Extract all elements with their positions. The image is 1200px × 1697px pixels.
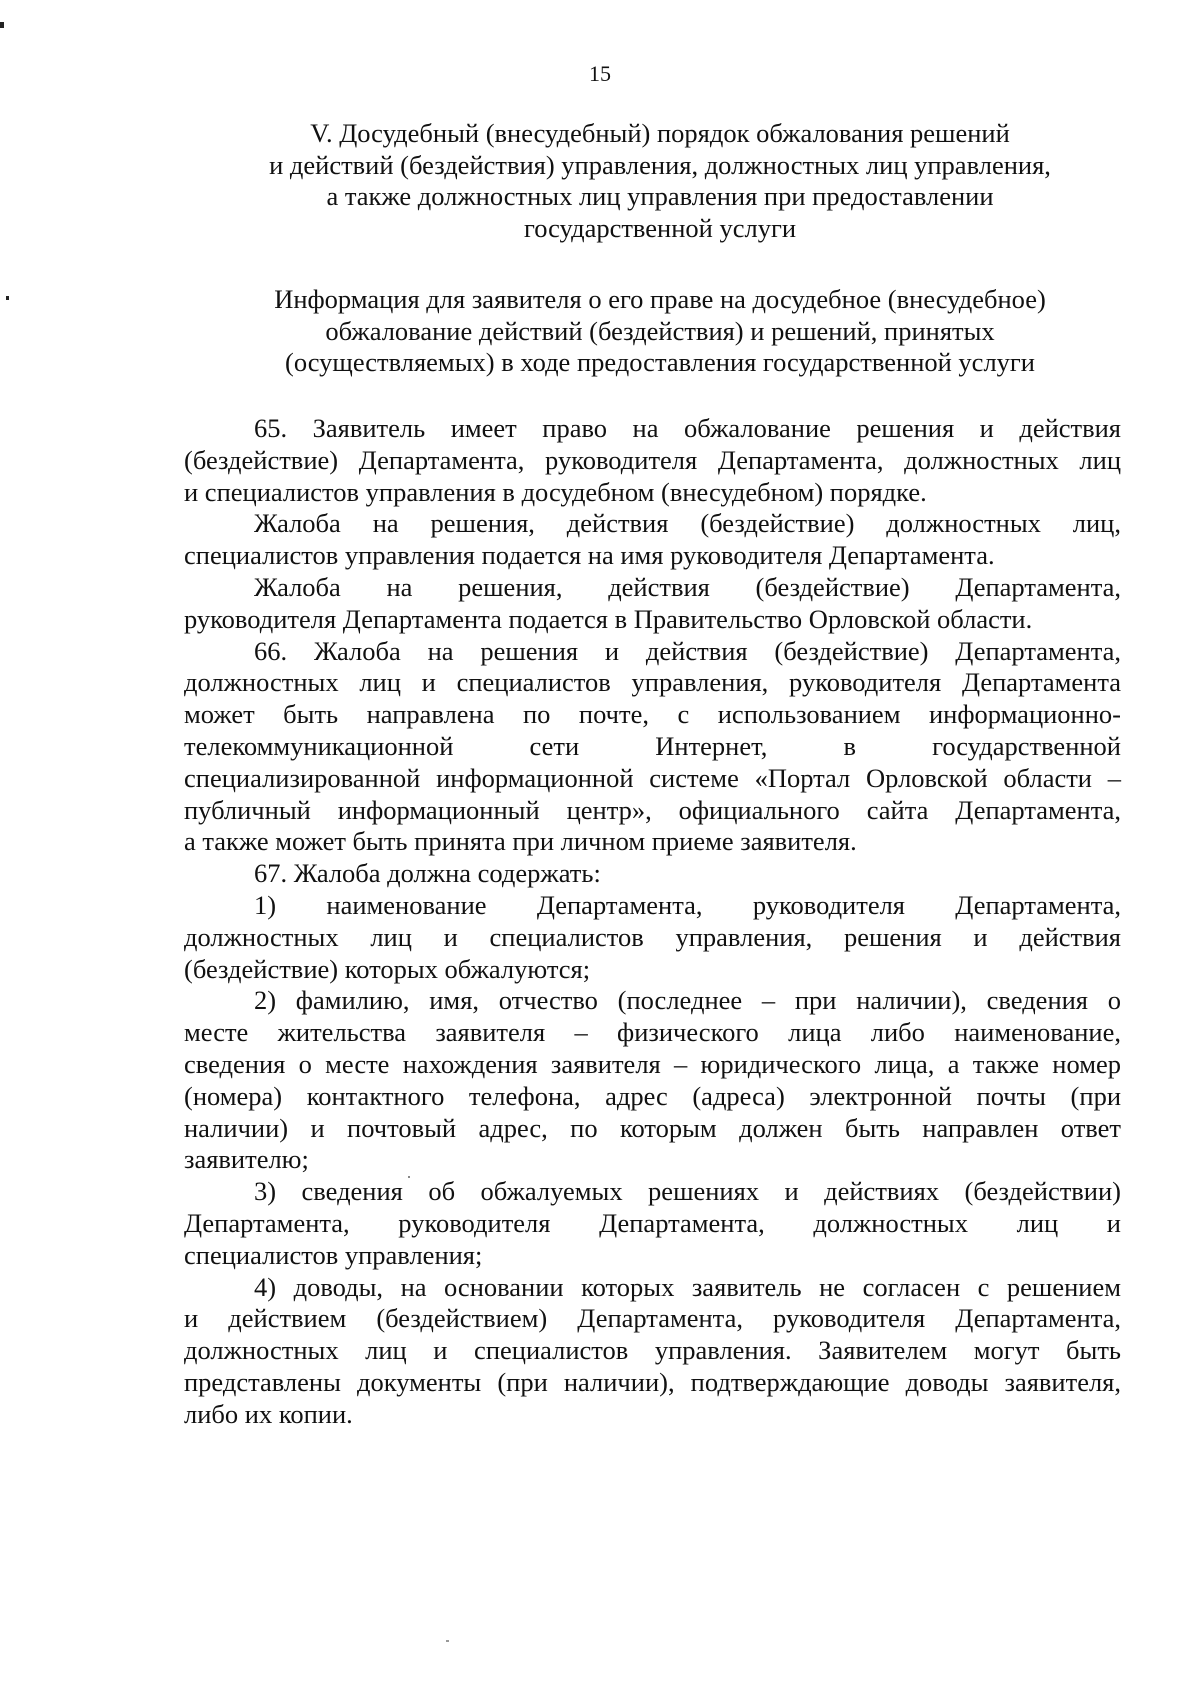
subsection-title-line: (осуществляемых) в ходе предоставления государственной услуги (285, 347, 1035, 377)
section-title-line: V. Досудебный (внесудебный) порядок обжалования решений (310, 118, 1010, 148)
text-line: руководителя Департамента подается в Правительство Орловской области. (184, 603, 1033, 634)
text-line: должностных лиц и специалистов управления. Заявителем могут быть (184, 1335, 1121, 1366)
text-line: наличии) и почтовый адрес, по которым должен быть направлен ответ (184, 1112, 1121, 1143)
text-line: и действием (бездействием) Департамента, руководителя Департамента, (184, 1303, 1121, 1334)
text-line: представлены документы (при наличии), подтверждающие доводы заявителя, (184, 1366, 1121, 1397)
text-line: 1) наименование Департамента, руководителя Департамента, (254, 889, 1121, 920)
text-line: (номера) контактного телефона, адрес (адреса) электронной почты (при (184, 1080, 1121, 1111)
text-line: либо их копии. (184, 1398, 353, 1429)
body-text (184, 413, 1121, 1431)
subsection-title-line: Информация для заявителя о его праве на досудебное (внесудебное) (274, 284, 1046, 314)
scan-artifact-left (6, 296, 9, 300)
text-line: и специалистов управления в досудебном (внесудебном) порядке. (184, 476, 927, 507)
text-line: 3) сведения об обжалуемых решениях и действиях (бездействии) (254, 1176, 1121, 1207)
text-line: 65. Заявитель имеет право на обжалование решения и действия (254, 413, 1121, 443)
scan-artifact-top (0, 22, 4, 28)
text-line: публичный информационный центр», официального сайта Департамента, (184, 794, 1121, 825)
scan-artifact-bottom (446, 1640, 449, 1642)
text-line: (бездействие) которых обжалуются; (184, 953, 591, 984)
text-line: (бездействие) Департамента, руководителя Департамента, должностных лиц (184, 444, 1121, 475)
text-line: Жалоба на решения, действия (бездействие) Департамента, (254, 571, 1121, 602)
text-line: 67. Жалоба должна содержать: (254, 858, 601, 889)
text-line: должностных лиц и специалистов управления, руководителя Департамента (184, 667, 1121, 698)
section-title-line: государственной услуги (523, 212, 797, 243)
text-line: месте жительства заявителя – физического лица либо наименование, (184, 1017, 1121, 1048)
section-title-line: а также должностных лиц управления при предоставлении (326, 181, 994, 211)
text-line: телекоммуникационной сети Интернет, в государственной (184, 730, 1121, 761)
page-number: 15 (589, 61, 611, 86)
text-line: заявителю; (184, 1144, 309, 1175)
text-line: Департамента, руководителя Департамента, должностных лиц и (184, 1207, 1121, 1238)
text-line: сведения о месте нахождения заявителя – юридического лица, а также номер (184, 1048, 1121, 1079)
subsection-title-line: обжалование действий (бездействия) и решений, принятых (325, 315, 995, 346)
section-title-line: и действий (бездействия) управления, должностных лиц управления, (269, 149, 1051, 180)
text-line: 4) доводы, на основании которых заявитель не согласен с решением (254, 1271, 1121, 1302)
text-line: 2) фамилию, имя, отчество (последнее – при наличии), сведения о (254, 985, 1121, 1016)
text-line: должностных лиц и специалистов управления, решения и действия (184, 921, 1121, 952)
text-line: Жалоба на решения, действия (бездействие) должностных лиц, (254, 508, 1121, 539)
subsection-title (180, 284, 1140, 379)
text-line: специалистов управления; (184, 1239, 483, 1270)
section-title (180, 118, 1140, 244)
text-line: может быть направлена по почте, с использованием информационно- (184, 699, 1121, 730)
text-line: специалистов управления подается на имя руководителя Департамента. (184, 540, 995, 571)
text-line: 66. Жалоба на решения и действия (бездействие) Департамента, (254, 635, 1121, 666)
text-line: а также может быть принята при личном приеме заявителя. (184, 826, 857, 857)
text-line: специализированной информационной системе «Портал Орловской области – (184, 762, 1121, 793)
